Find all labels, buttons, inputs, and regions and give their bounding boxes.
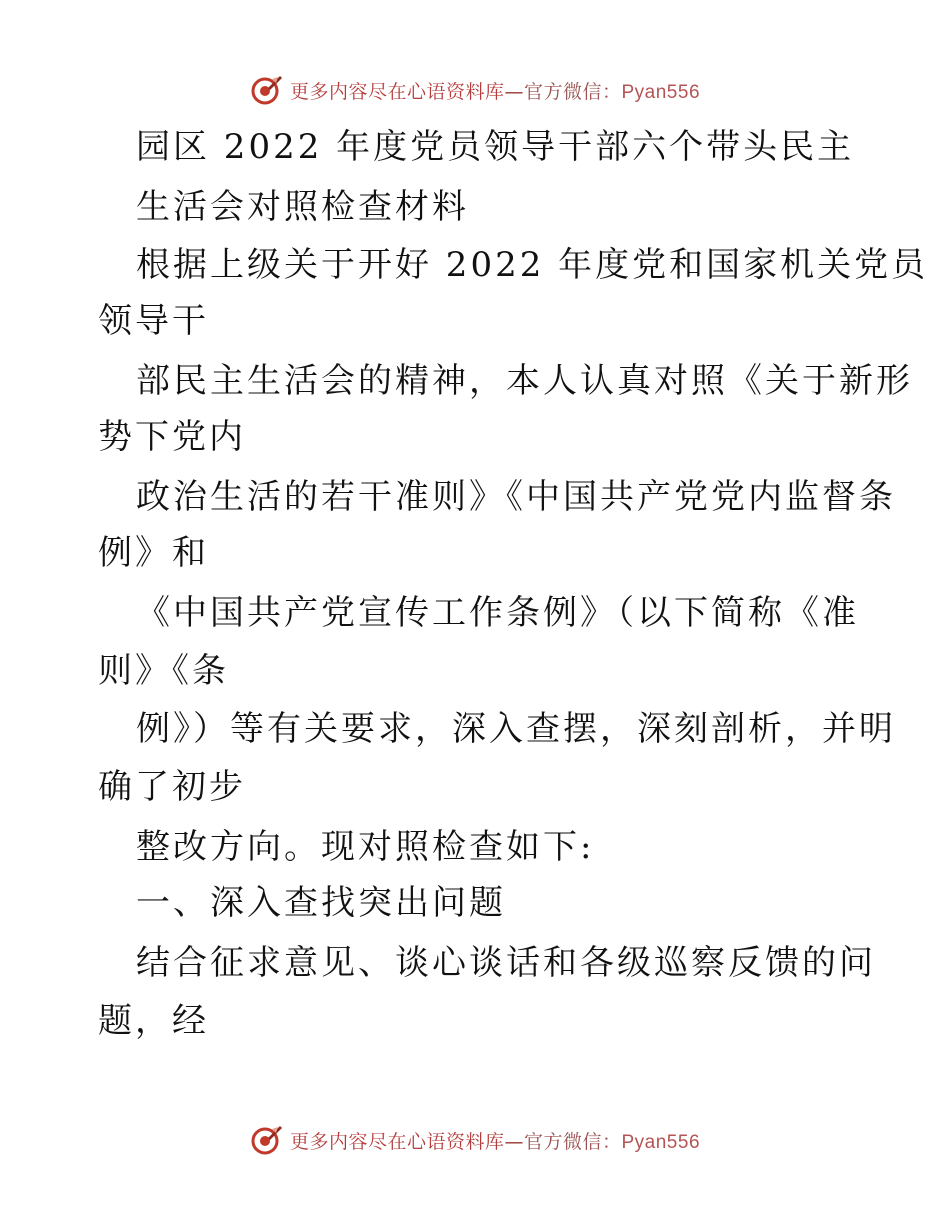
footer-banner [0, 1120, 950, 1160]
banner-wechat-label: 官方微信： [523, 1130, 622, 1153]
banner-text [290, 77, 700, 104]
pen-logo-icon [250, 1123, 284, 1157]
banner-wechat-id: Pyan556 [621, 1131, 701, 1153]
text-line: 结合征求意见、谈心谈话和各级巡察反馈的问 [136, 943, 876, 983]
text-line: 整改方向。现对照检查如下: [136, 827, 595, 867]
text-line: 部民主生活会的精神，本人认真对照《关于新形 [136, 361, 913, 401]
title-line-1: 园区 2022 年度党员领导干部六个带头民主 [136, 127, 855, 167]
text-line: 《中国共产党宣传工作条例》（以下简称《准 [136, 593, 859, 633]
text-line: 确了初步 [98, 767, 246, 807]
text-line: 根据上级关于开好 2022 年度党和国家机关党员 [136, 245, 929, 285]
title-line-2: 生活会对照检查材料 [136, 187, 469, 227]
text-line: 题，经 [98, 1001, 209, 1041]
text-line: 势下党内 [98, 417, 246, 457]
banner-dash: — [504, 1130, 524, 1153]
banner-source-text: 更多内容尽在心语资料库 [289, 80, 505, 103]
text-line: 例》和 [98, 533, 209, 573]
text-line: 则》《条 [98, 651, 229, 691]
banner-text [290, 1127, 700, 1154]
banner-wechat-label: 官方微信： [523, 80, 622, 103]
banner-dash: — [504, 80, 524, 103]
header-banner [0, 70, 950, 110]
section-heading: 一、深入查找突出问题 [136, 883, 506, 923]
banner-source-text: 更多内容尽在心语资料库 [289, 1130, 505, 1153]
text-line: 领导干 [98, 301, 209, 341]
text-line: 例》）等有关要求，深入查摆，深刻剖析，并明 [136, 709, 896, 749]
text-line: 政治生活的若干准则》《中国共产党党内监督条 [136, 477, 896, 517]
pen-logo-icon [250, 73, 284, 107]
banner-wechat-id: Pyan556 [621, 81, 701, 103]
